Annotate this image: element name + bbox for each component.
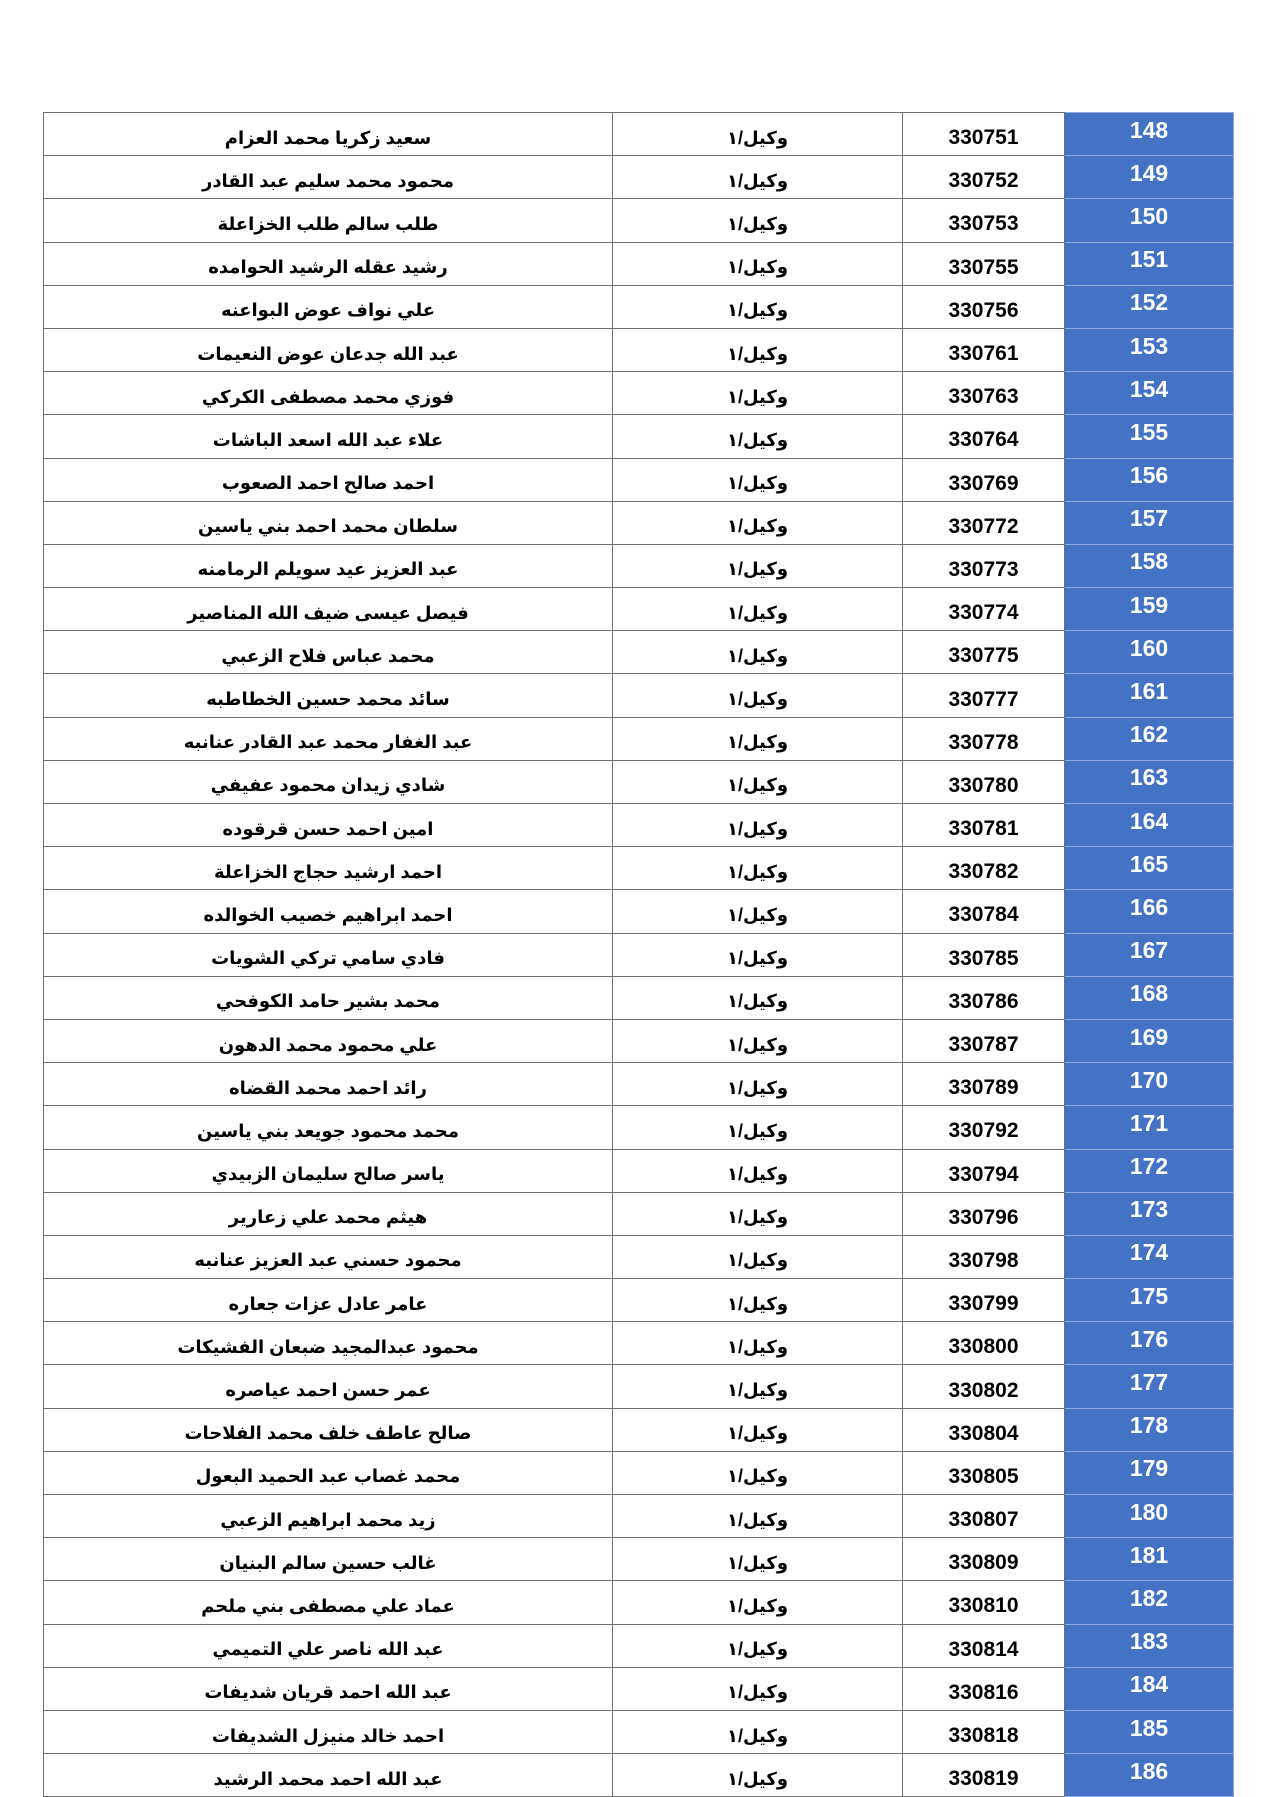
rank-label: وكيل/١ — [613, 588, 903, 631]
person-name: فيصل عيسى ضيف الله المناصير — [44, 588, 613, 631]
table-row — [44, 1279, 1234, 1322]
person-name: عماد علي مصطفى بني ملحم — [44, 1581, 613, 1624]
rank-label: وكيل/١ — [613, 1063, 903, 1106]
person-name: صالح عاطف خلف محمد الفلاحات — [44, 1408, 613, 1451]
person-name: غالب حسين سالم البنيان — [44, 1538, 613, 1581]
rank-label: وكيل/١ — [613, 804, 903, 847]
military-id: 330773 — [903, 544, 1065, 587]
table-row — [44, 890, 1234, 933]
table-row — [44, 1581, 1234, 1624]
person-name: محمود محمد سليم عبد القادر — [44, 156, 613, 199]
table-row — [44, 458, 1234, 501]
rank-label: وكيل/١ — [613, 631, 903, 674]
rank-label: وكيل/١ — [613, 1149, 903, 1192]
table-row — [44, 1624, 1234, 1667]
person-name: محمود حسني عبد العزيز عنانبه — [44, 1235, 613, 1278]
roster-body — [44, 113, 1234, 1797]
military-id: 330805 — [903, 1451, 1065, 1494]
military-id: 330816 — [903, 1667, 1065, 1710]
military-id: 330818 — [903, 1710, 1065, 1753]
rank-label: وكيل/١ — [613, 674, 903, 717]
row-number: 170 — [1065, 1063, 1234, 1106]
person-name: زيد محمد ابراهيم الزعبي — [44, 1495, 613, 1538]
row-number: 164 — [1065, 804, 1234, 847]
military-id: 330809 — [903, 1538, 1065, 1581]
row-number: 151 — [1065, 242, 1234, 285]
row-number: 155 — [1065, 415, 1234, 458]
row-number: 178 — [1065, 1408, 1234, 1451]
table-row — [44, 1063, 1234, 1106]
table-row — [44, 1235, 1234, 1278]
person-name: امين احمد حسن قرقوده — [44, 804, 613, 847]
military-id: 330756 — [903, 285, 1065, 328]
person-name: عبد العزيز عيد سويلم الرمامنه — [44, 544, 613, 587]
person-name: علاء عبد الله اسعد الباشات — [44, 415, 613, 458]
military-id: 330751 — [903, 113, 1065, 156]
person-name: هيثم محمد علي زعارير — [44, 1192, 613, 1235]
military-id: 330798 — [903, 1235, 1065, 1278]
military-id: 330777 — [903, 674, 1065, 717]
table-row — [44, 631, 1234, 674]
row-number: 158 — [1065, 544, 1234, 587]
person-name: احمد خالد منيزل الشديفات — [44, 1710, 613, 1753]
person-name: محمد محمود جويعد بني ياسين — [44, 1106, 613, 1149]
military-id: 330787 — [903, 1019, 1065, 1062]
rank-label: وكيل/١ — [613, 1192, 903, 1235]
row-number: 174 — [1065, 1235, 1234, 1278]
row-number: 152 — [1065, 285, 1234, 328]
person-name: سائد محمد حسين الخطاطبه — [44, 674, 613, 717]
rank-label: وكيل/١ — [613, 1365, 903, 1408]
row-number: 157 — [1065, 501, 1234, 544]
person-name: فادي سامي تركي الشويات — [44, 933, 613, 976]
row-number: 177 — [1065, 1365, 1234, 1408]
row-number: 167 — [1065, 933, 1234, 976]
row-number: 176 — [1065, 1322, 1234, 1365]
table-row — [44, 501, 1234, 544]
military-id: 330792 — [903, 1106, 1065, 1149]
military-id: 330778 — [903, 717, 1065, 760]
table-row — [44, 717, 1234, 760]
row-number: 148 — [1065, 113, 1234, 156]
rank-label: وكيل/١ — [613, 458, 903, 501]
rank-label: وكيل/١ — [613, 1624, 903, 1667]
table-row — [44, 242, 1234, 285]
row-number: 166 — [1065, 890, 1234, 933]
military-id: 330753 — [903, 199, 1065, 242]
table-row — [44, 544, 1234, 587]
table-row — [44, 285, 1234, 328]
person-name: علي نواف عوض البواعنه — [44, 285, 613, 328]
row-number: 161 — [1065, 674, 1234, 717]
row-number: 150 — [1065, 199, 1234, 242]
row-number: 154 — [1065, 372, 1234, 415]
row-number: 172 — [1065, 1149, 1234, 1192]
rank-label: وكيل/١ — [613, 1451, 903, 1494]
rank-label: وكيل/١ — [613, 1322, 903, 1365]
table-row — [44, 847, 1234, 890]
row-number: 185 — [1065, 1710, 1234, 1753]
table-row — [44, 156, 1234, 199]
rank-label: وكيل/١ — [613, 1667, 903, 1710]
row-number: 156 — [1065, 458, 1234, 501]
person-name: طلب سالم طلب الخزاعلة — [44, 199, 613, 242]
row-number: 162 — [1065, 717, 1234, 760]
military-id: 330794 — [903, 1149, 1065, 1192]
table-row — [44, 760, 1234, 803]
person-name: محمد عباس فلاح الزعبي — [44, 631, 613, 674]
row-number: 186 — [1065, 1754, 1234, 1797]
military-id: 330752 — [903, 156, 1065, 199]
row-number: 181 — [1065, 1538, 1234, 1581]
rank-label: وكيل/١ — [613, 1710, 903, 1753]
person-name: شادي زيدان محمود عفيفي — [44, 760, 613, 803]
table-row — [44, 933, 1234, 976]
table-row — [44, 415, 1234, 458]
person-name: سعيد زكريا محمد العزام — [44, 113, 613, 156]
rank-label: وكيل/١ — [613, 890, 903, 933]
rank-label: وكيل/١ — [613, 1235, 903, 1278]
row-number: 184 — [1065, 1667, 1234, 1710]
rank-label: وكيل/١ — [613, 415, 903, 458]
person-name: عبد الله جدعان عوض النعيمات — [44, 328, 613, 371]
military-id: 330763 — [903, 372, 1065, 415]
row-number: 149 — [1065, 156, 1234, 199]
rank-label: وكيل/١ — [613, 199, 903, 242]
rank-label: وكيل/١ — [613, 933, 903, 976]
military-id: 330796 — [903, 1192, 1065, 1235]
rank-label: وكيل/١ — [613, 285, 903, 328]
row-number: 160 — [1065, 631, 1234, 674]
person-name: عبد الله احمد قريان شديفات — [44, 1667, 613, 1710]
rank-label: وكيل/١ — [613, 544, 903, 587]
person-name: احمد ابراهيم خصيب الخوالده — [44, 890, 613, 933]
roster-table — [43, 112, 1234, 1797]
table-row — [44, 1408, 1234, 1451]
person-name: علي محمود محمد الدهون — [44, 1019, 613, 1062]
military-id: 330819 — [903, 1754, 1065, 1797]
person-name: محمد بشير حامد الكوفحي — [44, 976, 613, 1019]
row-number: 159 — [1065, 588, 1234, 631]
row-number: 183 — [1065, 1624, 1234, 1667]
table-row — [44, 1538, 1234, 1581]
row-number: 169 — [1065, 1019, 1234, 1062]
table-row — [44, 1754, 1234, 1797]
military-id: 330789 — [903, 1063, 1065, 1106]
row-number: 182 — [1065, 1581, 1234, 1624]
rank-label: وكيل/١ — [613, 328, 903, 371]
rank-label: وكيل/١ — [613, 372, 903, 415]
table-row — [44, 1710, 1234, 1753]
person-name: عبد الله احمد محمد الرشيد — [44, 1754, 613, 1797]
table-row — [44, 199, 1234, 242]
military-id: 330784 — [903, 890, 1065, 933]
military-id: 330769 — [903, 458, 1065, 501]
rank-label: وكيل/١ — [613, 1019, 903, 1062]
person-name: احمد صالح احمد الصعوب — [44, 458, 613, 501]
table-row — [44, 328, 1234, 371]
table-row — [44, 588, 1234, 631]
rank-label: وكيل/١ — [613, 501, 903, 544]
rank-label: وكيل/١ — [613, 1538, 903, 1581]
military-id: 330775 — [903, 631, 1065, 674]
military-id: 330782 — [903, 847, 1065, 890]
military-id: 330764 — [903, 415, 1065, 458]
table-row — [44, 1149, 1234, 1192]
rank-label: وكيل/١ — [613, 1754, 903, 1797]
table-row — [44, 1667, 1234, 1710]
person-name: محمود عبدالمجيد ضبعان الفشيكات — [44, 1322, 613, 1365]
rank-label: وكيل/١ — [613, 113, 903, 156]
military-id: 330800 — [903, 1322, 1065, 1365]
person-name: رشيد عقله الرشيد الحوامده — [44, 242, 613, 285]
row-number: 153 — [1065, 328, 1234, 371]
military-id: 330799 — [903, 1279, 1065, 1322]
table-row — [44, 1365, 1234, 1408]
table-row — [44, 1451, 1234, 1494]
rank-label: وكيل/١ — [613, 1495, 903, 1538]
rank-label: وكيل/١ — [613, 847, 903, 890]
table-row — [44, 1192, 1234, 1235]
military-id: 330810 — [903, 1581, 1065, 1624]
row-number: 175 — [1065, 1279, 1234, 1322]
rank-label: وكيل/١ — [613, 976, 903, 1019]
table-row — [44, 976, 1234, 1019]
row-number: 173 — [1065, 1192, 1234, 1235]
row-number: 179 — [1065, 1451, 1234, 1494]
table-row — [44, 1495, 1234, 1538]
military-id: 330785 — [903, 933, 1065, 976]
rank-label: وكيل/١ — [613, 1279, 903, 1322]
military-id: 330807 — [903, 1495, 1065, 1538]
row-number: 180 — [1065, 1495, 1234, 1538]
person-name: عبد الغفار محمد عبد القادر عنانبه — [44, 717, 613, 760]
person-name: رائد احمد محمد القضاه — [44, 1063, 613, 1106]
military-id: 330780 — [903, 760, 1065, 803]
table-row — [44, 372, 1234, 415]
table-row — [44, 1322, 1234, 1365]
row-number: 163 — [1065, 760, 1234, 803]
rank-label: وكيل/١ — [613, 1581, 903, 1624]
military-id: 330814 — [903, 1624, 1065, 1667]
military-id: 330755 — [903, 242, 1065, 285]
row-number: 165 — [1065, 847, 1234, 890]
table-row — [44, 1019, 1234, 1062]
military-id: 330802 — [903, 1365, 1065, 1408]
rank-label: وكيل/١ — [613, 760, 903, 803]
rank-label: وكيل/١ — [613, 242, 903, 285]
table-row — [44, 674, 1234, 717]
military-id: 330761 — [903, 328, 1065, 371]
rank-label: وكيل/١ — [613, 1408, 903, 1451]
table-row — [44, 804, 1234, 847]
person-name: فوزي محمد مصطفى الكركي — [44, 372, 613, 415]
table-row — [44, 1106, 1234, 1149]
person-name: سلطان محمد احمد بني ياسين — [44, 501, 613, 544]
military-id: 330781 — [903, 804, 1065, 847]
person-name: ياسر صالح سليمان الزبيدي — [44, 1149, 613, 1192]
rank-label: وكيل/١ — [613, 156, 903, 199]
person-name: محمد غصاب عبد الحميد البعول — [44, 1451, 613, 1494]
military-id: 330786 — [903, 976, 1065, 1019]
person-name: عامر عادل عزات جعاره — [44, 1279, 613, 1322]
person-name: عمر حسن احمد عياصره — [44, 1365, 613, 1408]
military-id: 330804 — [903, 1408, 1065, 1451]
rank-label: وكيل/١ — [613, 1106, 903, 1149]
military-id: 330774 — [903, 588, 1065, 631]
person-name: احمد ارشيد حجاج الخزاعلة — [44, 847, 613, 890]
row-number: 171 — [1065, 1106, 1234, 1149]
table-row — [44, 113, 1234, 156]
person-name: عبد الله ناصر علي التميمي — [44, 1624, 613, 1667]
rank-label: وكيل/١ — [613, 717, 903, 760]
row-number: 168 — [1065, 976, 1234, 1019]
military-id: 330772 — [903, 501, 1065, 544]
